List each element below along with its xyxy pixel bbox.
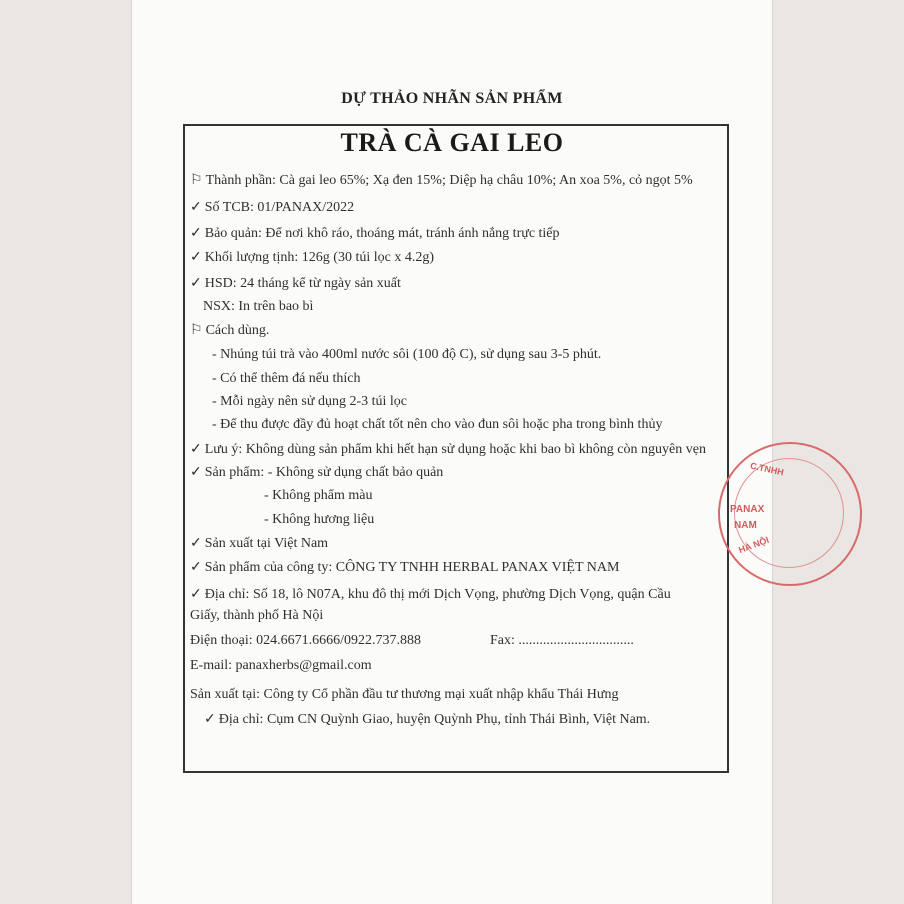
fax-line: Fax: ................................. <box>490 633 634 648</box>
check-icon: ✓ <box>190 276 202 291</box>
check-icon: ✓ <box>190 536 202 551</box>
hsd-text: HSD: 24 tháng kể từ ngày sản xuất <box>204 276 401 291</box>
usage-item: - Để thu được đầy đủ hoạt chất tốt nên cho vào đun sôi hoặc pha trong bình thủy <box>212 417 663 432</box>
usage-title: Cách dùng. <box>205 323 270 338</box>
company-text: Sản phẩm của công ty: CÔNG TY TNHH HERBAL PANAX VIỆT NAM <box>204 560 620 575</box>
check-icon: ✓ <box>190 465 202 480</box>
document-title: DỰ THẢO NHÃN SẢN PHẨM <box>341 90 563 107</box>
note-text: Lưu ý: Không dùng sản phẩm khi hết hạn sử dụng hoặc khi bao bì không còn nguyên vẹn <box>204 442 706 457</box>
made-in-line <box>190 535 328 552</box>
address-text-1: Địa chỉ: Số 18, lô N07A, khu đô thị mới Dịch Vọng, phường Dịch Vọng, quận Cầu <box>204 587 671 602</box>
flag-icon: ⚐ <box>190 173 203 188</box>
stamp-text: NAM <box>734 520 757 531</box>
flag-icon: ⚐ <box>190 323 203 338</box>
stamp-text: HÀ NỘI <box>737 534 771 556</box>
check-icon: ✓ <box>190 587 202 602</box>
tcb-text: Số TCB: 01/PANAX/2022 <box>204 200 355 215</box>
company-line <box>190 559 619 576</box>
product-props-line <box>190 464 443 481</box>
company-stamp <box>718 442 862 586</box>
made-in-text: Sản xuất tại Việt Nam <box>204 536 329 551</box>
check-icon: ✓ <box>190 200 202 215</box>
note-line <box>190 441 706 458</box>
check-icon: ✓ <box>190 226 202 241</box>
usage-item: - Mỗi ngày nên sử dụng 2-3 túi lọc <box>212 394 408 409</box>
address-line-1 <box>190 586 671 603</box>
product-props-item: - Không hương liệu <box>264 512 375 527</box>
stamp-text: C.TNHH <box>749 460 785 478</box>
phone-line: Điện thoại: 024.6671.6666/0922.737.888 <box>190 633 421 648</box>
usage-title-line <box>190 322 269 339</box>
usage-item: - Có thể thêm đá nếu thích <box>212 371 361 386</box>
usage-item: - Nhúng túi trà vào 400ml nước sôi (100 độ C), sử dụng sau 3-5 phút. <box>212 347 602 362</box>
product-props-item: - Không phẩm màu <box>264 488 373 503</box>
stamp-text: PANAX <box>730 504 765 515</box>
net-weight-line <box>190 249 434 266</box>
check-icon: ✓ <box>190 442 202 457</box>
nsx-line <box>203 299 313 315</box>
storage-text: Bảo quản: Để nơi khô ráo, thoáng mát, tránh ánh nắng trực tiếp <box>204 226 560 241</box>
tcb-line <box>190 199 354 216</box>
address-line-2: Giấy, thành phố Hà Nội <box>190 608 324 623</box>
manufacturer-address-line <box>204 711 650 728</box>
ingredients-text: Thành phần: Cà gai leo 65%; Xạ đen 15%; Diệp hạ châu 10%; An xoa 5%, cỏ ngọt 5% <box>205 173 693 188</box>
product-props-title: Sản phẩm: - Không sử dụng chất bảo quản <box>204 465 444 480</box>
check-icon: ✓ <box>190 250 202 265</box>
check-icon: ✓ <box>204 712 216 727</box>
nsx-text: NSX: In trên bao bì <box>203 299 314 314</box>
product-name: TRÀ CÀ GAI LEO <box>340 128 564 157</box>
email-line: E-mail: panaxherbs@gmail.com <box>190 658 372 673</box>
net-weight-text: Khối lượng tịnh: 126g (30 túi lọc x 4.2g) <box>204 250 434 265</box>
storage-line <box>190 225 560 242</box>
ingredients-line <box>190 172 693 189</box>
manufacturer-line: Sản xuất tại: Công ty Cổ phần đầu tư thương mại xuất nhập khẩu Thái Hưng <box>190 687 619 702</box>
check-icon: ✓ <box>190 560 202 575</box>
hsd-line <box>190 275 401 292</box>
manufacturer-address-text: Địa chỉ: Cụm CN Quỳnh Giao, huyện Quỳnh Phụ, tỉnh Thái Bình, Việt Nam. <box>218 712 651 727</box>
